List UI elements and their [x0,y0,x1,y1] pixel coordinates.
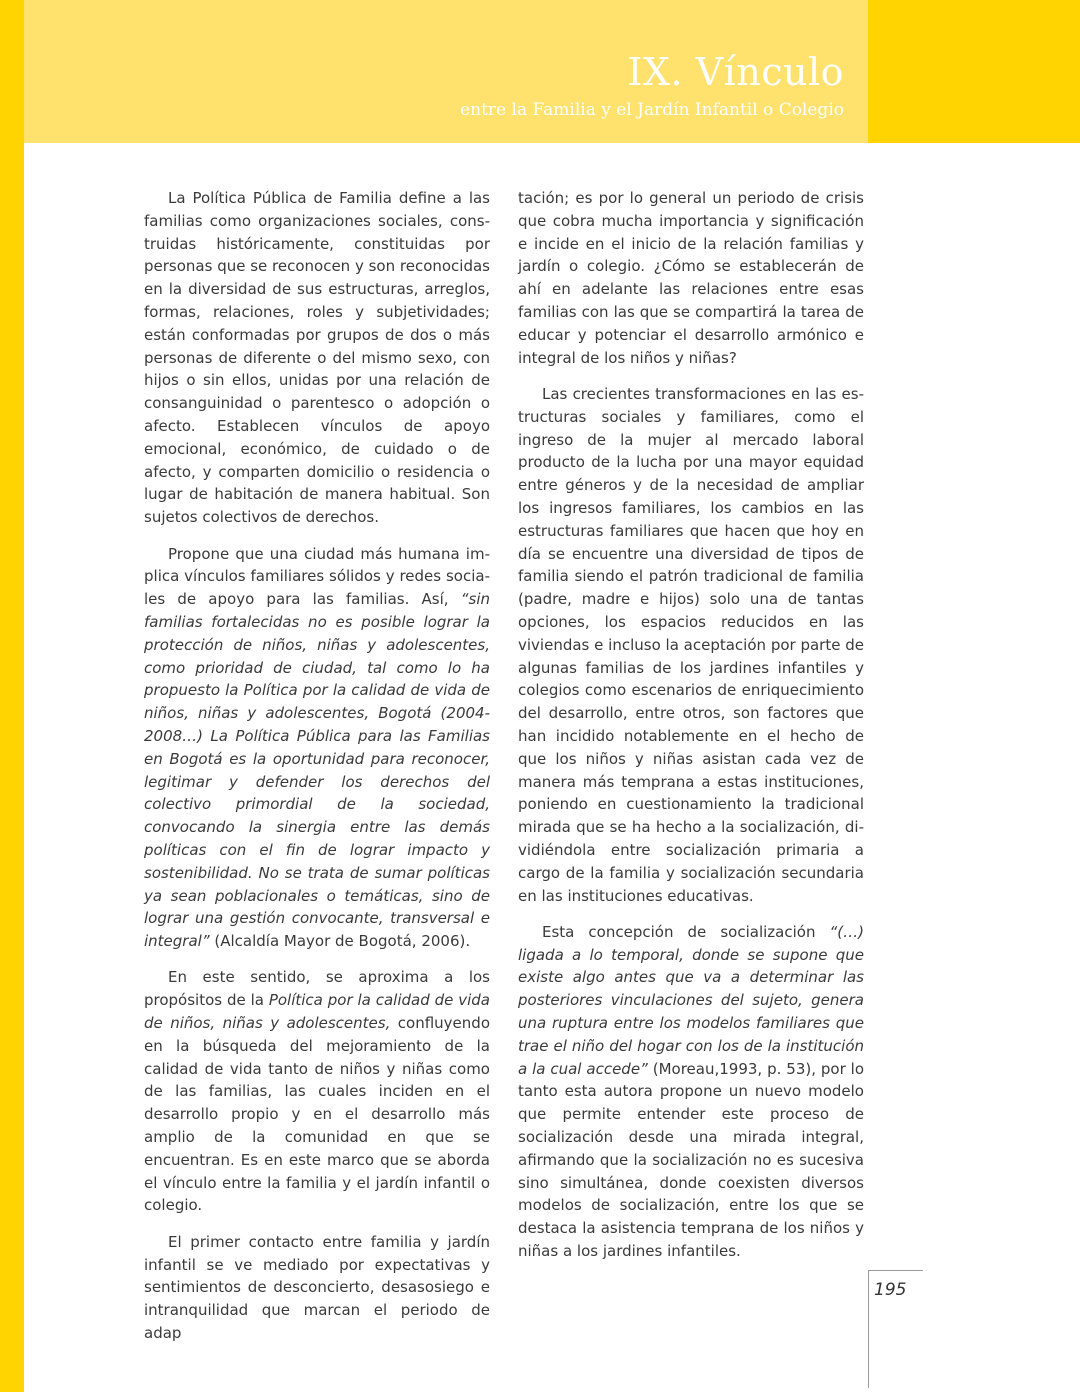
chapter-subtitle: entre la Familia y el Jardín Infantil o Colegio [460,100,844,120]
paragraph [144,966,490,1217]
paragraph: La Política Pública de Familia define a las familias como organizaciones sociales, construidas históricamente, constituidas por personas que se reconocen y son reconocidas en la diversidad de sus estructuras, arreglos, formas, relaciones, roles y subjetividades; están conformadas por grupos de dos o más personas de diferente o del mismo sexo, con hijos o sin ellos, unidas por una relación de consanguinidad o parentesco o adopción o afecto. Establecen vínculos de apoyo emocional, económico, de cuidado o de afecto, y comparten domicilio o residencia o lugar de habitación de manera habitual. Son sujetos colectivos de derechos. [144,189,490,527]
chapter-title: IX. Vínculo [627,50,844,94]
policy-name-text: Política por la calidad de vida de niños, niñas y adolescentes, [144,991,490,1033]
paragraph-text: En este sentido, se aproxima a los propósitos de la [144,968,490,1010]
page-number-rule-horizontal [868,1270,923,1271]
paragraph-text: (Moreau,1993, p. 53), por lo tanto esta autora propone un nuevo modelo que permite entender este proceso de socialización desde una mirada integral, afirmando que la socialización no es sucesiva sino simultánea, donde coexisten diversos modelos de socialización, entre los que se destaca la asistencia temprana de los niños y niñas a los jardines infantiles. [518,1059,865,1261]
quote-text: “sin familias fortalecidas no es posible lograr la protección de niños, niñas y adolescentes, como prioridad de ciudad, tal como lo ha propuesto la Política por la calidad de vida de niños, niñas y adolescentes, Bogotá (2004-2008…) La Política Pública para las Familias en Bogotá es la oportunidad para reconocer, legitimar y defender los derechos del colectivo primordial de la sociedad, convocando la sinergia entre las demás políticas con el fin de lograr impacto y sostenibilidad. No se trata de sumar políticas ya sean poblacionales o temáticas, sino de lograr una gestión convocante, transversal e integral” [144,590,490,951]
right-text-column [518,187,864,1276]
page-number-rule-vertical [868,1270,869,1388]
paragraph-text: Propone que una ciudad más humana implica vínculos familiares sólidos y redes sociales de apoyo para las familias. Así, [144,544,490,609]
quote-text: “(…) ligada a lo temporal, donde se supone que existe algo antes que va a determinar las posteriores vinculaciones del sujeto, genera una ruptura entre los modelos familiares que trae el niño del hogar con los de la institución a la cual accede” [518,922,864,1078]
paragraph [144,543,490,953]
citation-text: (Alcaldía Mayor de Bogotá, 2006). [209,932,471,951]
paragraph-text: confluyendo en la búsqueda del mejoramiento de la calidad de vida tanto de niños y niñas como de las familias, las cuales inciden en el desarrollo propio y en el desarrollo más amplio de la comunidad en que se encuentran. Es en este marco que se aborda el vínculo entre la familia y el jardín infantil o colegio. [144,1014,490,1215]
left-accent-bar [0,0,24,1392]
paragraph: Las crecientes transformaciones en las estructuras sociales y familiares, como el ingreso de la mujer al mercado laboral producto de la lucha por una mayor equidad entre géneros y de la necesidad de ampliar los ingresos familiares, los cambios en las estructuras familiares que hacen que hoy en día se encuentre una diversidad de tipos de familia siendo el patrón tradicional de familia (padre, madre e hijos) solo una de tantas opciones, los espacios reducidos en las viviendas e incluso la aceptación por parte de algunas familias de los jardines infantiles y colegios como escenarios de enriquecimiento del desarrollo, entre otros, son factores que han incidido notablemente en el hecho de que los niños y niñas asistan cada vez de manera más temprana a estas instituciones, poniendo en cuestionamiento la tradicional mirada que se ha hecho a la socialización, dividiéndola entre socialización primaria a cargo de la familia y socialización secundaria en las instituciones educativas. [518,384,864,905]
paragraph: El primer contacto entre familia y jardín infantil se ve mediado por expectativas y sentimientos de desconcierto, desasosiego e intranquilidad que marcan el periodo de adap [144,1232,490,1343]
paragraph-continued: tación; es por lo general un periodo de crisis que cobra mucha importancia y significación e incide en el inicio de la relación familias y jardín o colegio. ¿Cómo se establecerán de ahí en adelante las relaciones entre esas familias con las que se compartirá la tarea de educar y potenciar el desarrollo armónico e integral de los niños y niñas? [518,189,864,367]
header-corner-block [868,0,1080,143]
page-number: 195 [874,1280,907,1300]
left-text-column [144,187,490,1358]
paragraph [518,921,864,1263]
paragraph-text: Esta concepción de socialización [542,922,830,941]
